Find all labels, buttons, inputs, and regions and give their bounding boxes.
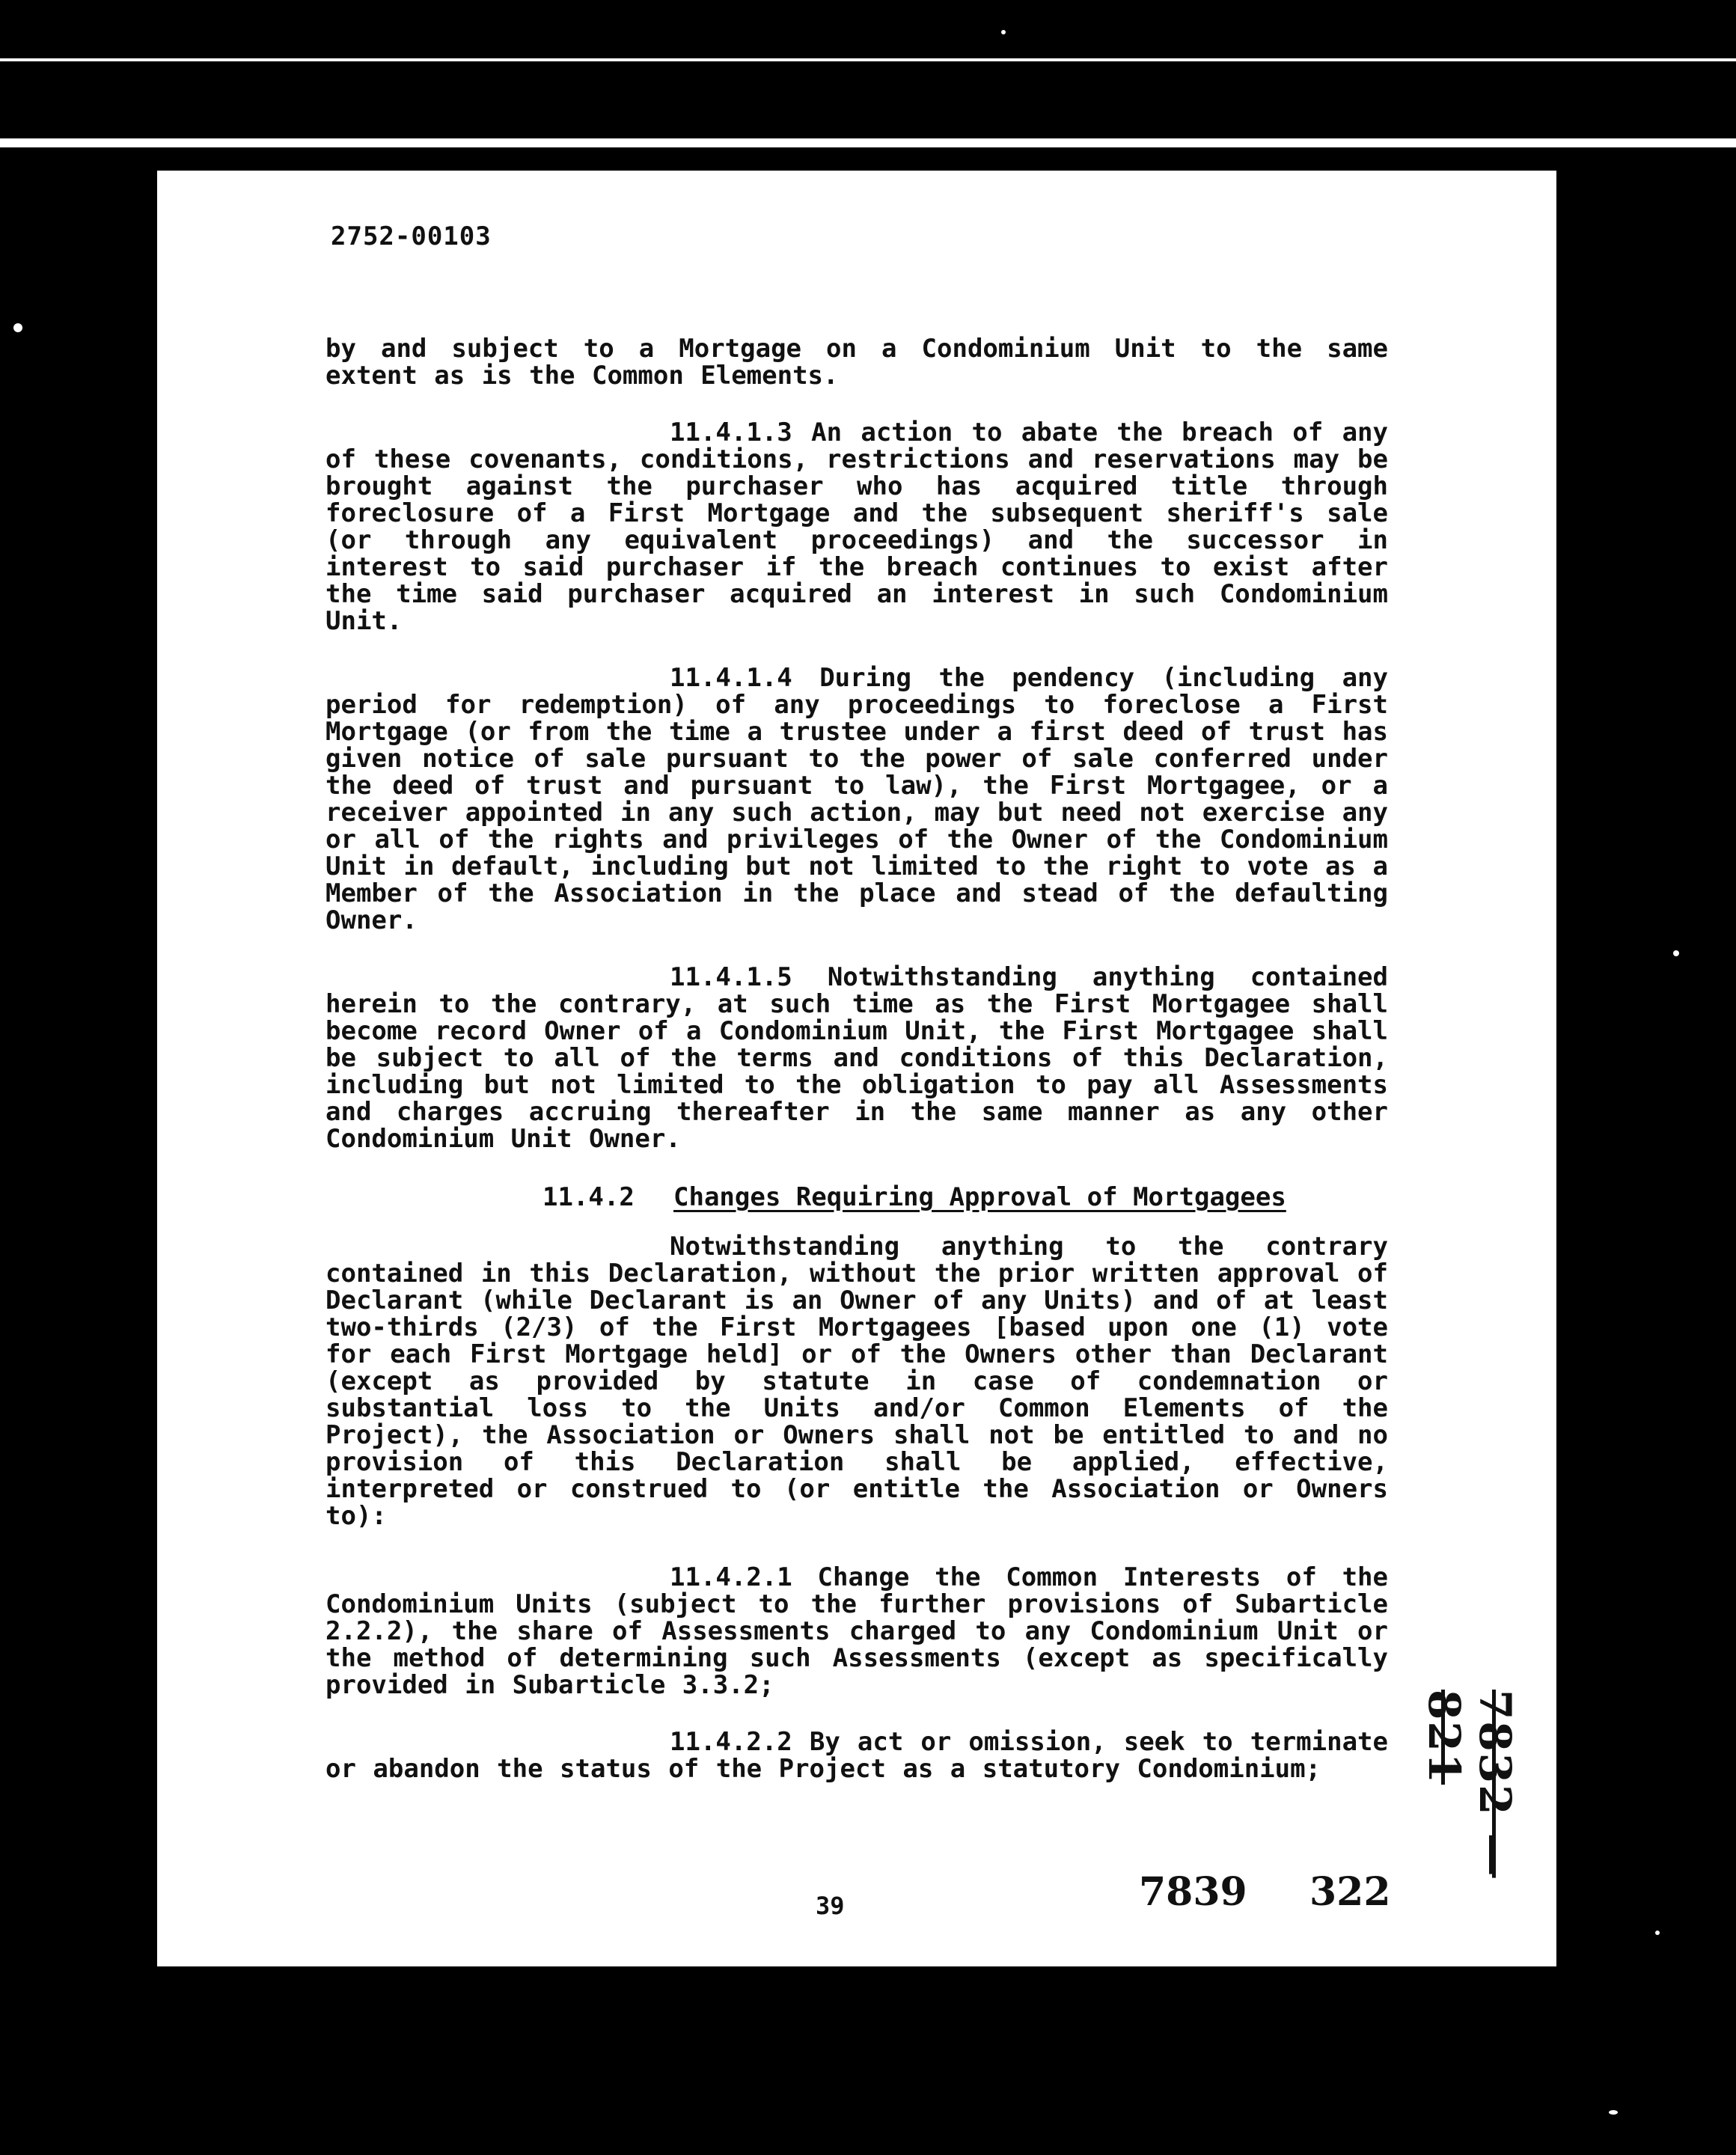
paragraph-number: 11.4.1.5 [670, 962, 792, 992]
page-number: 39 [816, 1892, 845, 1920]
intro-paragraph-text: by and subject to a Mortgage on a Condominium Unit to the same extent as is the Common Elements. [326, 334, 1388, 391]
paragraph-11-4-1-4 [326, 664, 1388, 934]
paragraph-text: Change the Common Interests of the Condominium Units (subject to the further provisions of Subarticle 2.2.2), the share of Assessments charged to any Condominium Unit or the method of determining such Assessments (except as specifically provided in Subarticle 3.3.2; [326, 1562, 1388, 1700]
section-heading-11-4-2 [542, 1182, 1286, 1212]
paragraph-number: 11.4.2.2 [670, 1727, 792, 1757]
paragraph-text: During the pendency (including any period for redemption) of any proceedings to foreclose a First Mortgage (or from the time a trustee under a first deed of trust has given notice of sale pursuant to the power of sale conferred under the deed of trust and pursuant to law), the First Mortgagee, or a receiver appointed in any such action, may but need not exercise any or all of the rights and privileges of the Owner of the Condominium Unit in default, including but not limited to the right to vote as a Member of the Association in the place and stead of the defaulting Owner. [326, 663, 1388, 935]
book-number: 7839 [1139, 1869, 1247, 1915]
margin-stamp: 7832 — 821 [1419, 1690, 1520, 1878]
paragraph-11-4-2-2 [326, 1728, 1388, 1782]
scan-speck [1673, 950, 1679, 956]
scan-speck [13, 323, 22, 332]
section-title: Changes Requiring Approval of Mortgagees [673, 1182, 1286, 1212]
scan-border-line [0, 58, 1736, 61]
paragraph-number: 11.4.1.4 [670, 663, 792, 693]
scan-speck [1609, 2110, 1618, 2115]
intro-paragraph [326, 335, 1388, 389]
book-page-number: 322 [1309, 1869, 1391, 1915]
paragraph-text: By act or omission, seek to terminate or abandon the status of the Project as a statutory Condominium; [326, 1727, 1388, 1784]
section-number: 11.4.2 [542, 1182, 635, 1212]
paragraph-11-4-1-5 [326, 964, 1388, 1152]
scan-speck [1001, 30, 1006, 34]
paragraph-11-4-2-1 [326, 1564, 1388, 1699]
paragraph-11-4-1-3 [326, 419, 1388, 635]
paragraph-text: Notwithstanding anything contained herein to the contrary, at such time as the First Mortgagee shall become record Owner of a Condominium Unit, the First Mortgagee shall be subject to all of the terms and conditions of this Declaration, including but not limited to the obligation to pay all Assessments and charges accruing thereafter in the same manner as any other Condominium Unit Owner. [326, 962, 1388, 1154]
notwithstanding-paragraph [326, 1233, 1388, 1529]
scan-speck [1655, 1931, 1660, 1935]
scan-border-line [0, 138, 1736, 147]
document-page [157, 171, 1556, 1966]
paragraph-text: An action to abate the breach of any of these covenants, conditions, restrictions and reservations may be brought against the purchaser who has acquired title through foreclosure of a First Mortgage and the subsequent sheriff's sale (or through any equivalent proceedings) and the successor in interest to said purchaser if the breach continues to exist after the time said purchaser acquired an interest in such Condominium Unit. [326, 418, 1388, 636]
notwithstanding-text: Notwithstanding anything to the contrary contained in this Declaration, without the prior written approval of Declarant (while Declarant is an Owner of any Units) and of at least two-thirds (2/3) of the First Mortgagees [based upon one (1) vote for each First Mortgage held] or of the Owners other than Declarant (except as provided by statute in case of condemnation or substantial loss to the Units and/or Common Elements of the Project), the Association or Owners shall not be entitled to and no provision of this Declaration shall be applied, effective, interpreted or construed to (or entitle the Association or Owners to): [326, 1232, 1388, 1531]
paragraph-number: 11.4.1.3 [670, 418, 792, 447]
paragraph-number: 11.4.2.1 [670, 1562, 792, 1592]
document-id: 2752-00103 [331, 221, 492, 251]
